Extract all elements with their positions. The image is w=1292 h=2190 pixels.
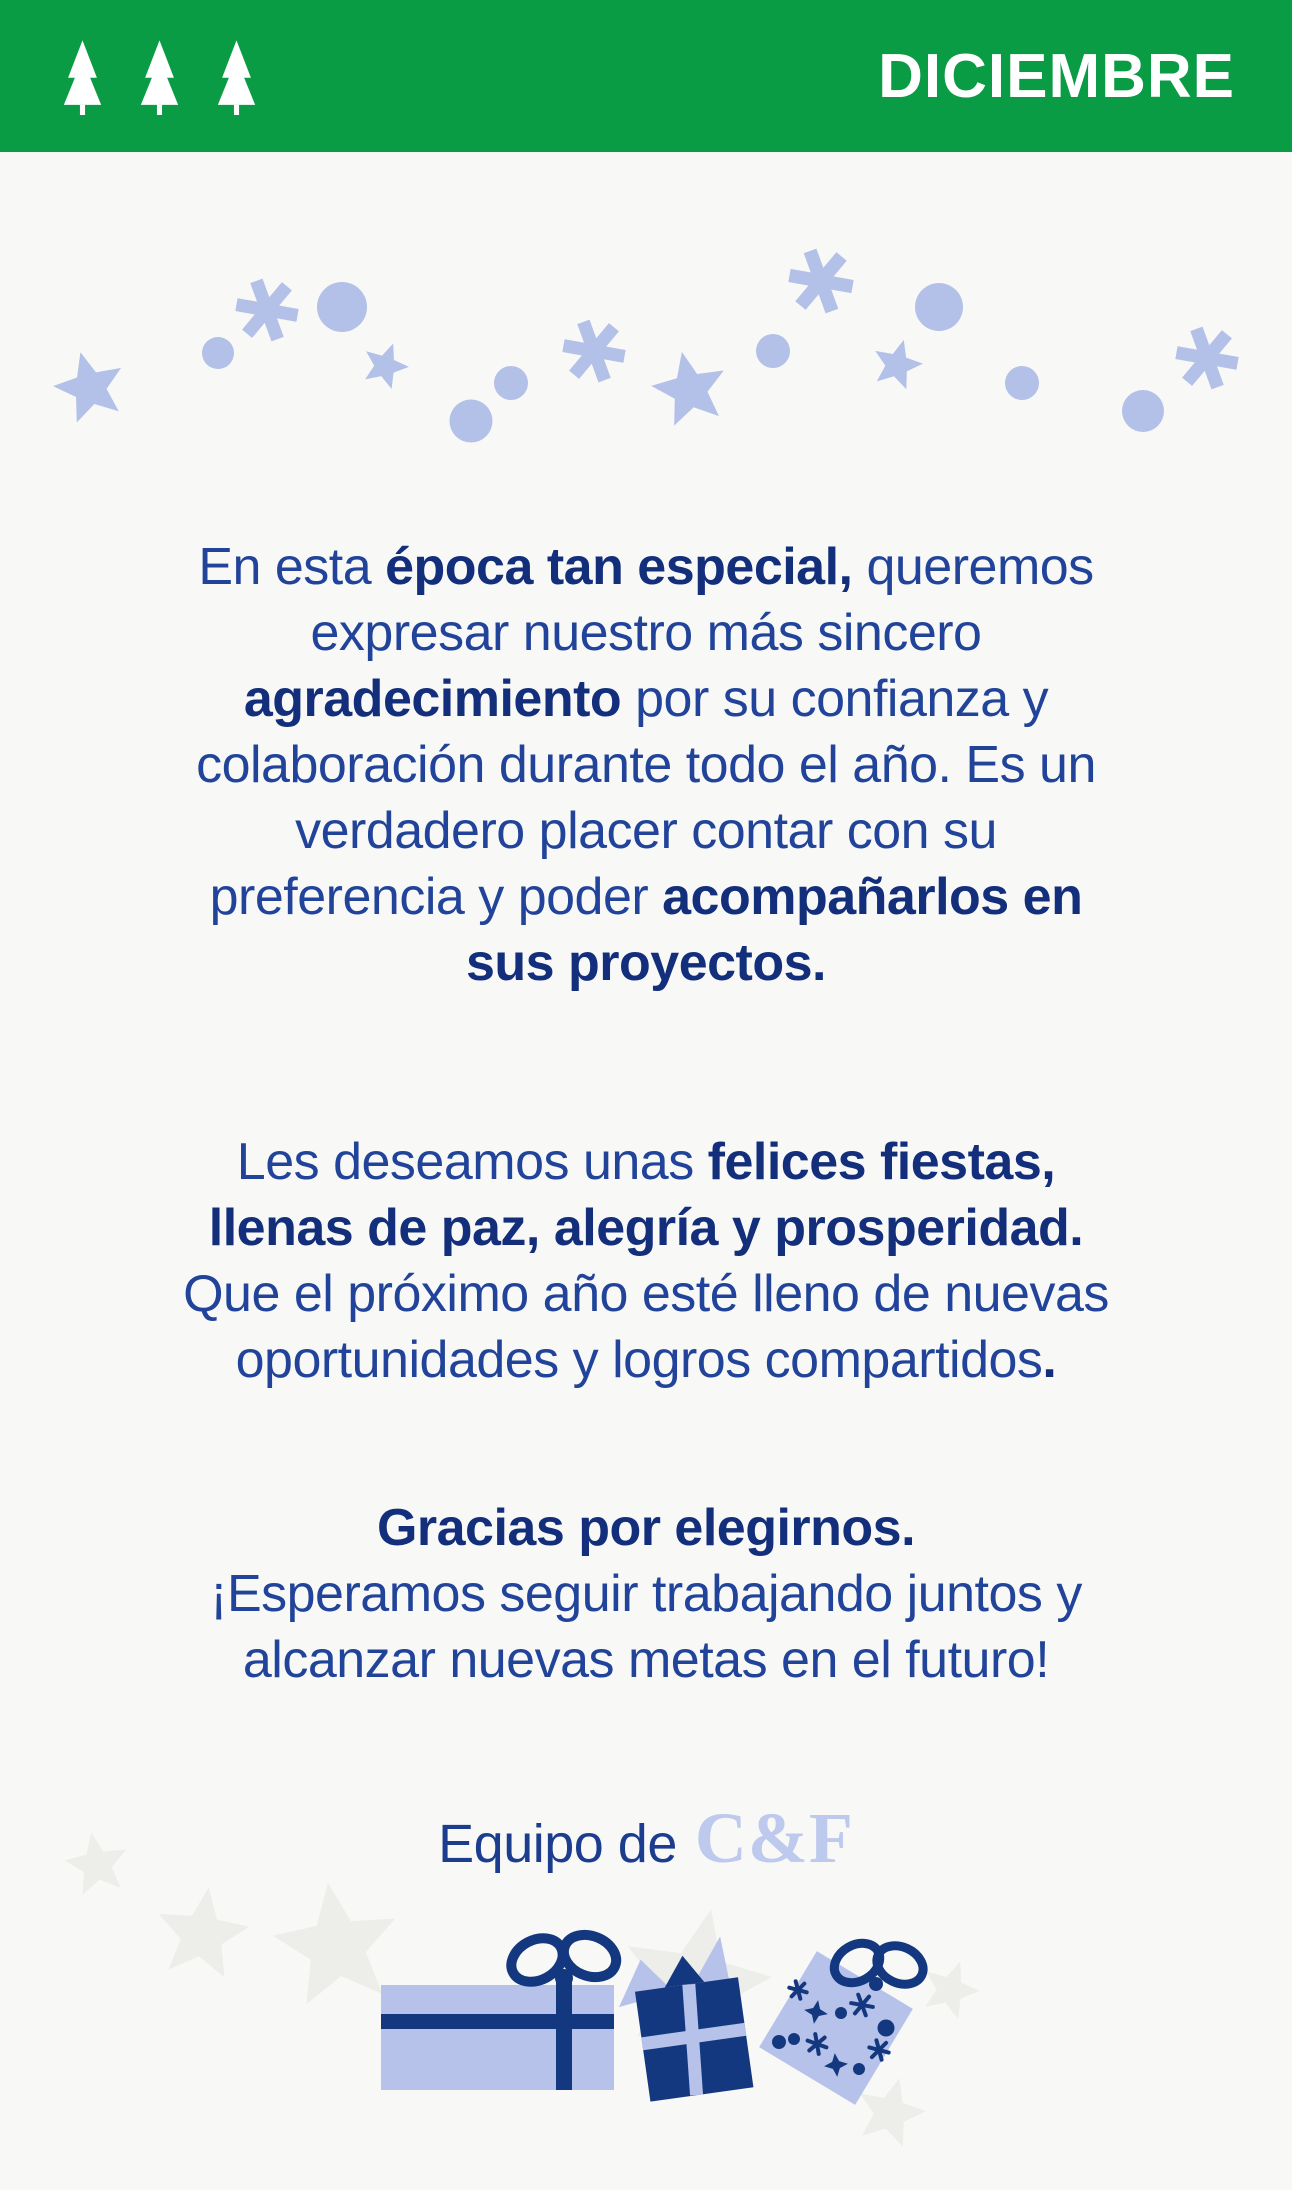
dot-decoration xyxy=(494,366,528,400)
pine-tree-icon xyxy=(134,37,185,115)
star-decoration xyxy=(46,343,131,426)
gift-dark-icon xyxy=(611,1935,753,2105)
pine-tree-icon xyxy=(57,37,108,115)
gifts-illustration xyxy=(360,1925,960,2160)
gift-bow-icon xyxy=(827,1935,929,1991)
snowflake-decoration xyxy=(784,245,858,317)
dot-decoration xyxy=(202,337,234,369)
dot-decoration xyxy=(450,400,493,443)
pine-tree-icon xyxy=(211,37,262,115)
dot-decoration xyxy=(317,282,367,332)
greeting-paragraph-3: Gracias por elegirnos. ¡Esperamos seguir trabajando juntos y alcanzar nuevas metas en el futuro! xyxy=(210,1499,1082,1689)
gift-diamond-icon xyxy=(759,1935,929,2104)
snowflake-decoration xyxy=(231,275,303,345)
signature-prefix: Equipo de xyxy=(438,1814,677,1874)
company-logo: C&F xyxy=(694,1798,854,1878)
greeting-content xyxy=(0,534,1292,1880)
pine-trees-group xyxy=(57,37,262,115)
star-decoration xyxy=(357,336,415,392)
snowflake-decoration xyxy=(558,316,630,386)
star-decoration xyxy=(868,333,928,391)
dot-decoration xyxy=(915,283,963,331)
signature-line xyxy=(0,1797,1292,1880)
greeting-paragraph-2: Les deseamos unas felices fiestas, llenas de paz, alegría y prosperidad. Que el próximo año esté lleno de nuevas oportunidades y logros compartidos. xyxy=(183,1133,1109,1389)
month-banner xyxy=(0,0,1292,152)
greeting-paragraph-1: En esta época tan especial, queremos expresar nuestro más sincero agradecimiento por su confianza y colaboración durante todo el año. Es un verdadero placer contar con su preferencia y poder acompañarlos en sus proyectos. xyxy=(196,538,1096,992)
snowflake-decoration xyxy=(1171,323,1243,393)
star-decoration xyxy=(646,344,733,428)
month-title: DICIEMBRE xyxy=(878,41,1235,111)
dot-decoration xyxy=(756,334,790,368)
dot-decoration xyxy=(1122,390,1164,432)
gift-classic-icon xyxy=(381,1927,623,2090)
faint-star-decoration xyxy=(151,1881,254,1980)
dot-decoration xyxy=(1005,366,1039,400)
